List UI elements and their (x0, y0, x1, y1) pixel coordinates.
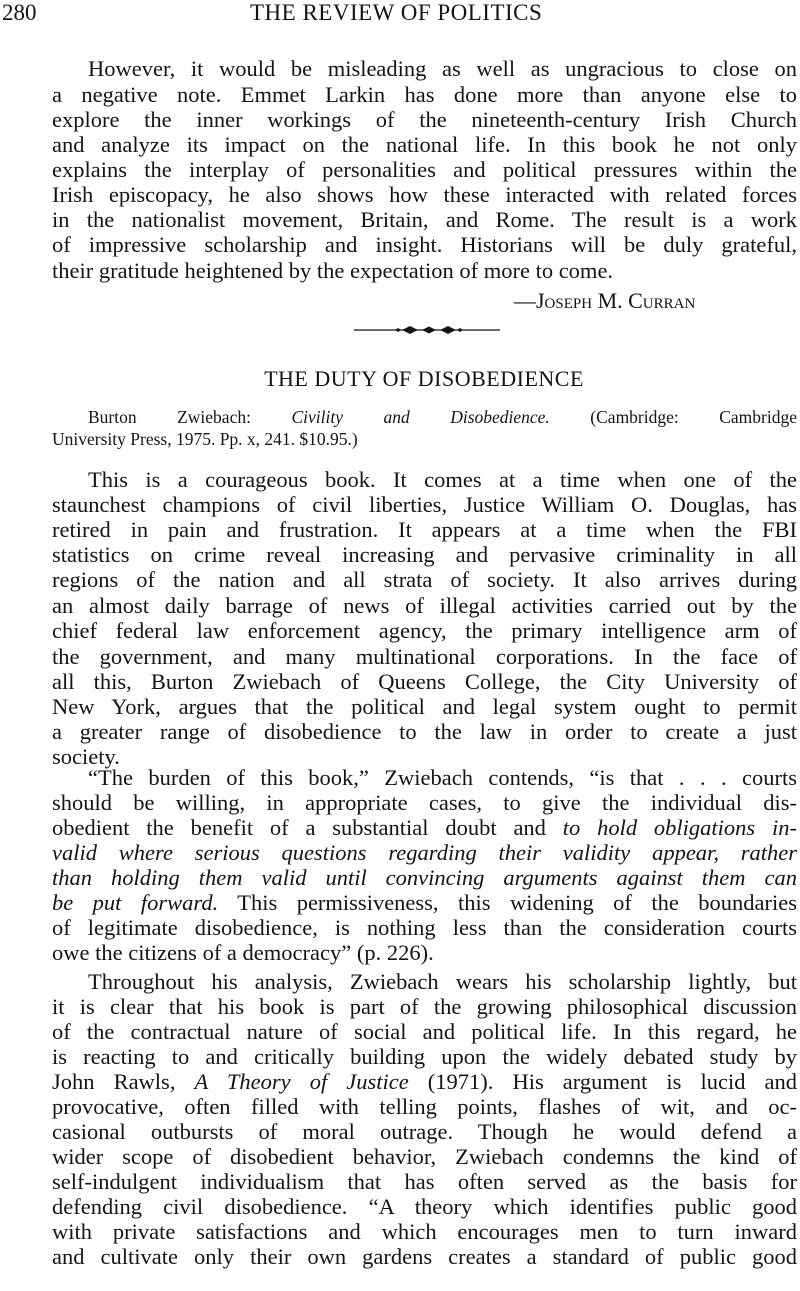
text-line: defending civil disobedience. “A theory which identifies public good (52, 1194, 797, 1219)
text-line: of the contractual nature of social and political life. In this regard, he (52, 1019, 797, 1044)
text-line (52, 815, 797, 841)
text-line: with private satisfactions and which encourages men to turn inward (52, 1219, 797, 1244)
text-line: the government, and many multinational corporations. In the face of (52, 644, 797, 669)
text-line: “The burden of this book,” Zwiebach contends, “is that . . . courts (88, 765, 797, 790)
citation-book-title: Civility and Disobedience. (291, 407, 550, 427)
citation-line: University Press, 1975. Pp. x, 241. $10.95.) (52, 429, 358, 449)
text-run: John Rawls, (52, 1069, 195, 1094)
text-line: in the nationalist movement, Britain, and Rome. The result is a work (52, 207, 797, 232)
reviewer-signature: —Joseph M. Curran (514, 288, 696, 313)
review-title: THE DUTY OF DISOBEDIENCE (264, 366, 584, 391)
text-line: is reacting to and critically building upon the widely debated study by (52, 1044, 797, 1069)
text-line: of legitimate disobedience, is nothing less than the consideration courts (52, 915, 797, 940)
text-line: provocative, often filled with telling points, flashes of wit, and oc- (52, 1094, 797, 1119)
text-line: staunchest champions of civil liberties, Justice William O. Douglas, has (52, 492, 797, 517)
text-line: explore the inner workings of the nineteenth-century Irish Church (52, 107, 797, 132)
text-line: This is a courageous book. It comes at a time when one of the (88, 467, 797, 492)
citation-publisher: (Cambridge: Cambridge (549, 407, 797, 427)
text-line: New York, argues that the political and legal system ought to permit (52, 694, 797, 719)
running-header (0, 0, 800, 34)
text-line: of impressive scholarship and insight. Historians will be duly grateful, (52, 232, 797, 257)
italic-run: to hold obligations in- (562, 815, 798, 840)
text-line: their gratitude heightened by the expectation of more to come. (52, 258, 614, 283)
text-line: owe the citizens of a democracy” (p. 226). (52, 940, 434, 965)
running-title: THE REVIEW OF POLITICS (250, 0, 543, 25)
text-run: obedient the benefit of a substantial doubt and (52, 815, 563, 840)
text-line: However, it would be misleading as well as ungracious to close on (88, 56, 797, 81)
text-line: regions of the nation and all strata of society. It also arrives during (52, 567, 797, 592)
text-line: self-indulgent individualism that has often served as the basis for (52, 1169, 797, 1194)
text-line: Throughout his analysis, Zwiebach wears his scholarship lightly, but (88, 969, 797, 994)
page-number: 280 (2, 0, 37, 25)
text-line (52, 1069, 797, 1095)
text-line: Irish episcopacy, he also shows how these interacted with related forces (52, 182, 797, 207)
italic-run: valid where serious questions regarding their validity appear, rather (52, 840, 797, 865)
text-line: all this, Burton Zwiebach of Queens College, the City University of (52, 669, 797, 694)
text-line: statistics on crime reveal increasing and pervasive criminality in all (52, 542, 797, 567)
text-line: should be willing, in appropriate cases, to give the individual dis- (52, 790, 797, 815)
italic-run: be put forward. (52, 890, 219, 915)
text-line: and analyze its impact on the national life. In this book he not only (52, 132, 797, 157)
italic-run: A Theory of Justice (194, 1069, 409, 1094)
text-line: society. (52, 744, 120, 769)
citation-author: Burton Zwiebach: (88, 407, 292, 427)
text-line: chief federal law enforcement agency, the primary intelligence arm of (52, 618, 797, 643)
text-line: wider scope of disobedient behavior, Zwiebach condemns the kind of (52, 1144, 797, 1169)
text-run: (1971). His argument is lucid and (408, 1069, 797, 1094)
text-line: a greater range of disobedience to the law in order to create a just (52, 719, 797, 744)
text-line: casional outbursts of moral outrage. Though he would defend a (52, 1119, 797, 1144)
text-line (52, 840, 797, 866)
text-line: it is clear that his book is part of the growing philosophical discussion (52, 994, 797, 1019)
text-line: retired in pain and frustration. It appears at a time when the FBI (52, 517, 797, 542)
text-line (52, 890, 797, 916)
book-citation (88, 406, 797, 428)
section-divider-ornament (0, 320, 800, 340)
text-line: and cultivate only their own gardens creates a standard of public good (52, 1244, 797, 1269)
text-run: This permissiveness, this widening of the boundaries (218, 890, 797, 915)
text-line: a negative note. Emmet Larkin has done more than anyone else to (52, 82, 797, 107)
text-line (52, 865, 797, 891)
text-line: explains the interplay of personalities and political pressures within the (52, 157, 797, 182)
text-line: an almost daily barrage of news of illegal activities carried out by the (52, 593, 797, 618)
italic-run: than holding them valid until convincing arguments against them can (52, 865, 797, 890)
